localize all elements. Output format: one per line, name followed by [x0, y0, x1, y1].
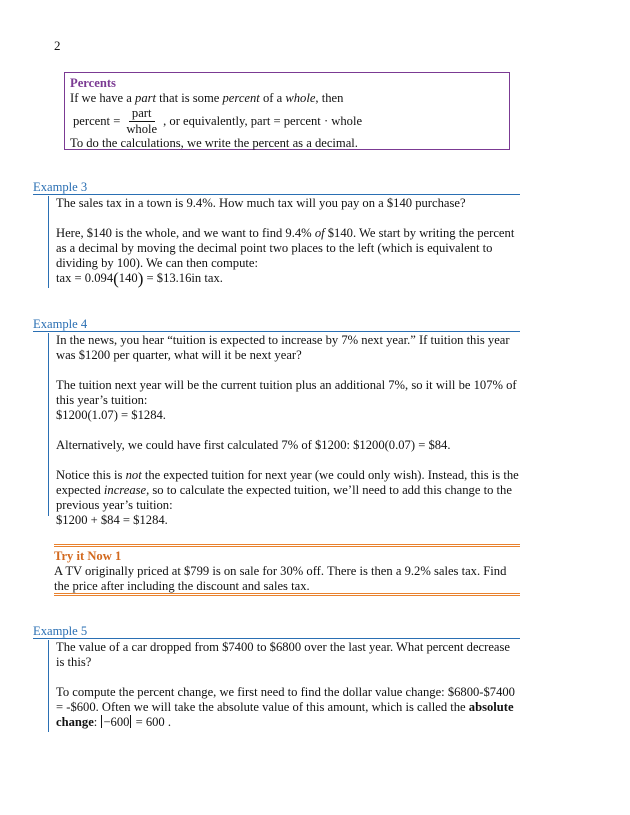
solution-text: :: [93, 715, 101, 729]
example-4-paragraph-2: Alternatively, we could have first calculated 7% of $1200: $1200(0.07) = $84.: [56, 438, 451, 452]
calc-tail: in tax.: [191, 271, 223, 285]
example-4-calculation-2: $1200 + $84 = $1284.: [56, 513, 168, 527]
example-4-body: [48, 333, 520, 527]
example-3-label: Example 3: [33, 180, 88, 194]
example-5-label: Example 5: [33, 624, 88, 638]
intro-part-italic: part: [135, 91, 157, 105]
fraction-part-over-whole: [123, 107, 160, 136]
try-it-now-box: [54, 544, 520, 596]
example-5-question: The value of a car dropped from $7400 to $6800 over the last year. What percent decrease is this?: [56, 640, 511, 669]
paren-close: ): [137, 269, 144, 288]
intro-percent-italic: percent: [222, 91, 260, 105]
percents-closing: To do the calculations, we write the percent as a decimal.: [70, 136, 358, 150]
p3-text: Notice this is: [56, 468, 126, 482]
p3-text: , so to calculate the expected tuition, we’ll need to add this change to the previous year’s tuition:: [56, 483, 512, 512]
paren-open: (: [113, 269, 119, 288]
example-5-body: [48, 640, 520, 732]
intro-text: If we have a: [70, 91, 136, 105]
try-it-now-title: Try it Now 1: [54, 549, 122, 563]
example-3-calculation: [56, 271, 520, 286]
fraction-numerator: part: [129, 107, 155, 122]
formula-lhs: percent =: [73, 113, 121, 128]
calc-part: tax = 0.094: [56, 271, 114, 285]
calc-part: 140: [118, 271, 138, 285]
intro-text: , then: [315, 91, 344, 105]
not-italic: not: [125, 468, 142, 482]
p3-text: the expected tuition for next year (we could only wish). Instead, this is the expected: [56, 468, 519, 497]
example-4-paragraph-1: The tuition next year will be the current tuition plus an additional 7%, so it will be 107% of this year’s tuition:: [56, 378, 517, 407]
example-3-rule: [33, 194, 520, 195]
example-4-paragraph-3: [56, 468, 520, 513]
abs-result: = 600: [132, 715, 165, 729]
example-5-solution: [56, 685, 520, 730]
solution-text: $140. We start by writing the percent as a decimal by moving the decimal point two places to the left (which is equivalent to dividing by 100). We can then compute:: [56, 226, 515, 270]
example-3-solution: [56, 226, 520, 271]
abs-value: −600: [103, 715, 130, 729]
example-5-rule: [33, 638, 520, 639]
example-3-question: The sales tax in a town is 9.4%. How much tax will you pay on a $140 purchase?: [56, 196, 466, 210]
percents-definition-box: [64, 72, 510, 150]
page-number: 2: [54, 38, 61, 53]
intro-text: of a: [259, 91, 286, 105]
solution-of-italic: of: [314, 226, 325, 240]
try-it-now-text: A TV originally priced at $799 is on sale for 30% off. There is then a 9.2% sales tax. Find the price after including the discount and sales tax.: [54, 564, 507, 593]
fraction-denominator: whole: [126, 121, 158, 136]
solution-end: .: [164, 715, 172, 729]
percents-intro: [70, 91, 505, 106]
intro-text: that is some: [156, 91, 223, 105]
formula-equivalent: , or equivalently, part = percent · whole: [163, 113, 363, 128]
percent-formula: [73, 106, 505, 136]
absolute-change-bold: absolute change: [56, 700, 514, 729]
example-4-rule: [33, 331, 520, 332]
calc-result: = $13.16: [146, 271, 192, 285]
increase-italic: increase: [103, 483, 147, 497]
example-4-question: In the news, you hear “tuition is expected to increase by 7% next year.” If tuition this year was $1200 per quarter, what will it be next year?: [56, 333, 510, 362]
example-4-calculation-1: $1200(1.07) = $1284.: [56, 408, 166, 422]
intro-whole-italic: whole: [285, 91, 316, 105]
example-3-body: [48, 196, 520, 288]
example-4-label: Example 4: [33, 317, 88, 331]
solution-text: Here, $140 is the whole, and we want to find 9.4%: [56, 226, 315, 240]
solution-text: To compute the percent change, we first need to find the dollar value change: $6800-$7400 = -$600. Often we will take the absolute value of this amount, which is called the: [56, 685, 515, 714]
percents-box-title: Percents: [70, 76, 116, 90]
